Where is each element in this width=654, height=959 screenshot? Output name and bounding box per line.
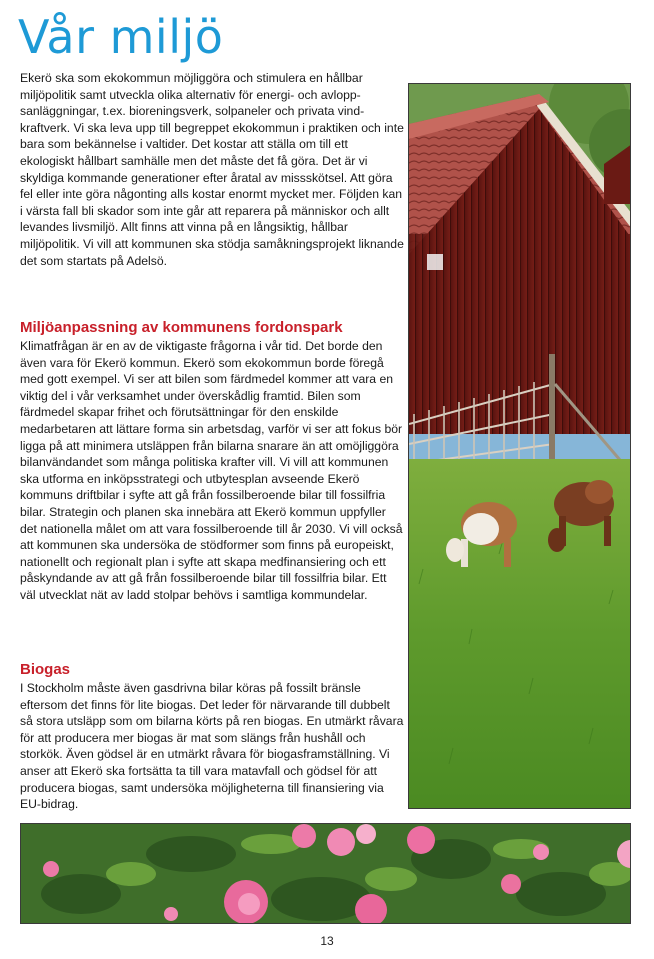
- page-number: 13: [320, 934, 334, 948]
- roses-photo: [20, 823, 631, 924]
- section-paragraph: I Stockholm måste även gasdrivna bilar köras på fossilt bränsle eftersom det finns för lite biogas. Det leder för närvarande till dubbelt så stora utsläpp som om bilarna körts på ren biogas. En utmärkt råvara för att producera mer biogas är mat som slängs från hushåll och storkök. Även gödsel är en utmärkt råvara för biogasframställning. Vi anser att Ekerö ska fortsätta ta till vara matavfall och gödsel för att producera biogas, samt undersöka möjligheterna till finansiering via EU-bidrag.: [20, 681, 404, 812]
- section-vehicle-fleet: [20, 318, 404, 604]
- section-paragraph: Klimatfrågan är en av de viktigaste frågorna i vår tid. Det borde den även vara för Ekerö kommun. Ekerö som ekokommun borde föregå med gott exempel. Vi ser att bilen som färdmedel kommer att vara en viktig del i vår verksamhet under överskådlig framtid. Bilen som färdmedel skapar frihet och förutsättningar för den enskilde medarbetaren att lättare forma sin arbetsdag, varför vi ser att fokus bör ligga på att minimera utsläppen från bilarna snarare än att omöjliggöra bilanvändandet som många politiska krafter vill. Vi vill att kommunen ska utforma en inköpsstrategi och utbytesplan avseende Ekerö kommuns driftbilar i syfte att gå från fossilberoende bilar till fossilfria bilar. Strategin och planen ska innebära att Ekerö kommun uppfyller det nationella målet om att vara fossilberoende till år 2030. Vi vill också att kommunen ska undersöka de stödformer som finns på europeiskt, nationellt och regionalt plan i syfte att skapa medfinansiering och ett påskyndande av att gå från fossilberoende bilar till fossilfria bilar. Ett väl utvecklat nät av ladd stolpar behövs i samtliga kommundelar.: [20, 339, 403, 602]
- section-biogas: [20, 660, 404, 813]
- intro-paragraph: Ekerö ska som ekokommun möjliggöra och stimulera en hållbar miljöpolitik samt utveckla olika alternativ för energi- och avloppsanläggningar, t.ex. bioreningsverk, solpaneler och privata vindkraftverk. Vi ska leva upp till begreppet ekokommun i praktiken och inte bara som bekännelse i valtider. Det kostar att ställa om till ett ekologiskt hållbart samhälle men det måste det få göra. Det är vi skyldiga kommande generationer efter åratal av missskötsel. Att göra fel eller inte göra någonting alls kostar enormt mycket mer. Följden kan i värsta fall bli skador som inte går att reparera på människor och allt levandes livsmiljö. Allt finns att vinna på en långsiktig, hållbar miljöpolitik. Vi vill att kommunen ska stödja samåkningsprojekt liknande det som startats på Adelsö.: [20, 71, 404, 268]
- intro-block: [20, 70, 404, 269]
- section-heading: Miljöanpassning av kommunens fordonspark: [20, 319, 343, 336]
- barn-cattle-illustration: [409, 84, 631, 809]
- roses-illustration: [21, 824, 631, 924]
- section-heading: Biogas: [20, 661, 71, 678]
- page-title: Vår miljö: [18, 10, 224, 64]
- barn-cattle-photo: [408, 83, 631, 809]
